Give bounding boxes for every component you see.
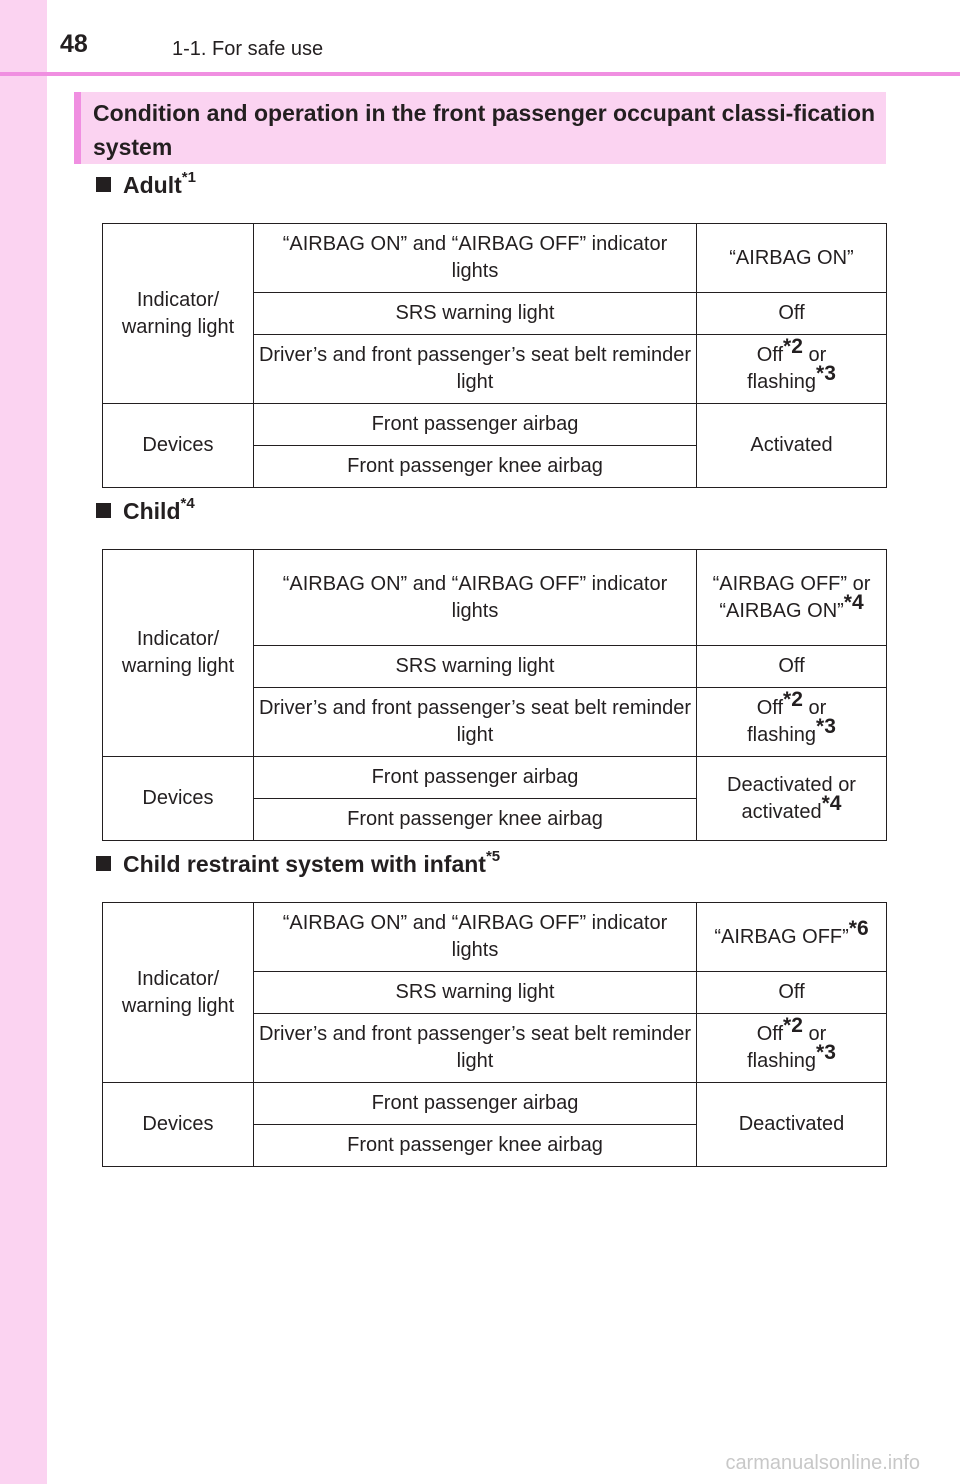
devices-label: Devices <box>103 404 254 488</box>
srs-value: Off <box>697 646 887 688</box>
devices-value: Deactivated or activated$^{*4}$ <box>697 757 887 841</box>
table-child <box>102 549 887 841</box>
knee-airbag-label: Front passenger knee airbag <box>254 446 697 488</box>
seatbelt-value: Off$^{*2}$ or flashing$^{*3}$ <box>697 1014 887 1083</box>
seatbelt-label: Driver’s and front passenger’s seat belt reminder light <box>254 688 697 757</box>
square-bullet-icon <box>96 177 111 192</box>
devices-value: Deactivated <box>697 1083 887 1167</box>
seatbelt-value: Off$^{*2}$ or flashing$^{*3}$ <box>697 335 887 404</box>
seatbelt-label: Driver’s and front passenger’s seat belt reminder light <box>254 335 697 404</box>
knee-airbag-label: Front passenger knee airbag <box>254 799 697 841</box>
front-airbag-label: Front passenger airbag <box>254 757 697 799</box>
airbag-lights-label: “AIRBAG ON” and “AIRBAG OFF” indicator lights <box>254 224 697 293</box>
seatbelt-value: Off$^{*2}$ or flashing$^{*3}$ <box>697 688 887 757</box>
table-infant <box>102 902 887 1167</box>
side-tab-strip <box>0 0 47 1484</box>
knee-airbag-label: Front passenger knee airbag <box>254 1125 697 1167</box>
indicator-label: Indicator/ warning light <box>103 224 254 404</box>
header-rule <box>0 72 960 76</box>
srs-label: SRS warning light <box>254 293 697 335</box>
subhead-adult: Adult$^{*1}$ <box>96 172 196 199</box>
srs-value: Off <box>697 293 887 335</box>
section-heading-box <box>74 92 886 164</box>
section-heading: Condition and operation in the front passenger occupant classi-fication system <box>93 100 876 160</box>
airbag-lights-value: “AIRBAG OFF”$^{*6}$ <box>697 903 887 972</box>
airbag-lights-label: “AIRBAG ON” and “AIRBAG OFF” indicator lights <box>254 550 697 646</box>
watermark: carmanualsonline.info <box>725 1452 920 1474</box>
devices-label: Devices <box>103 1083 254 1167</box>
section-label: 1-1. For safe use <box>172 38 324 60</box>
subhead-child: Child$^{*4}$ <box>96 498 195 525</box>
front-airbag-label: Front passenger airbag <box>254 404 697 446</box>
subhead-infant: Child restraint system with infant$^{*5}$ <box>96 851 500 878</box>
indicator-label: Indicator/ warning light <box>103 903 254 1083</box>
devices-label: Devices <box>103 757 254 841</box>
square-bullet-icon <box>96 503 111 518</box>
square-bullet-icon <box>96 856 111 871</box>
page-number: 48 <box>60 30 88 58</box>
srs-label: SRS warning light <box>254 972 697 1014</box>
srs-label: SRS warning light <box>254 646 697 688</box>
devices-value: Activated <box>697 404 887 488</box>
airbag-lights-label: “AIRBAG ON” and “AIRBAG OFF” indicator lights <box>254 903 697 972</box>
airbag-lights-value: “AIRBAG ON” <box>697 224 887 293</box>
srs-value: Off <box>697 972 887 1014</box>
airbag-lights-value: “AIRBAG OFF” or “AIRBAG ON”$^{*4}$ <box>697 550 887 646</box>
front-airbag-label: Front passenger airbag <box>254 1083 697 1125</box>
indicator-label: Indicator/ warning light <box>103 550 254 757</box>
seatbelt-label: Driver’s and front passenger’s seat belt reminder light <box>254 1014 697 1083</box>
table-adult <box>102 223 887 488</box>
